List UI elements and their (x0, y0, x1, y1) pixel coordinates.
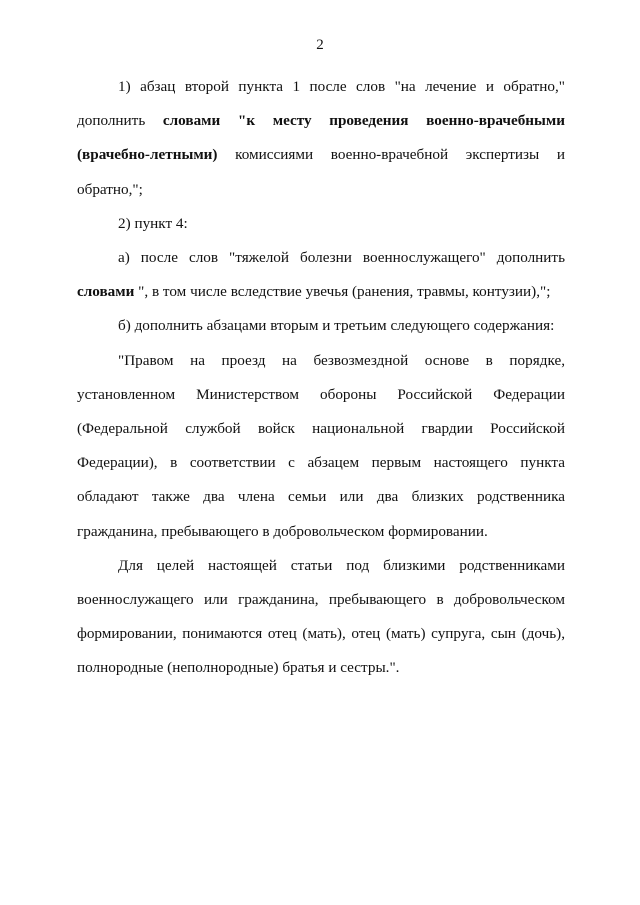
paragraph-amendment-1-text: 1) абзац второй пункта 1 после слов "на лечение и обратно," дополнить (77, 78, 565, 130)
paragraph-amendment-1-emphasis: словами "к месту проведения военно-врачебными (врачебно-летными) (77, 112, 565, 164)
paragraph-amendment-1-tail: комиссиями военно-врачебной экспертизы и обратно,"; (77, 146, 565, 198)
paragraph-quoted-right-to-travel: "Правом на проезд на безвозмездной основе в порядке, установленном Министерством обороны Российской Федерации (Федеральной службой войск национальной гвардии Российской Федерации), в соответствии с абзацем первым настоящего пункта обладают также два члена семьи или два близких родственника гражданина, пребывающего в добровольческом формировании. (77, 351, 565, 540)
paragraph-subitem-a-tail: ", в том числе вследствие увечья (ранения, травмы, контузии),"; (134, 283, 551, 301)
paragraph-item-4: 2) пункт 4: (118, 214, 188, 232)
paragraph-subitem-a (77, 241, 565, 309)
paragraph-amendment-1 (77, 70, 565, 207)
paragraph-subitem-b: б) дополнить абзацами вторым и третьим следующего содержания: (118, 317, 555, 335)
document-body (77, 70, 565, 686)
paragraph-subitem-a-text: а) после слов "тяжелой болезни военнослужащего" дополнить (118, 249, 565, 267)
paragraph-quoted-close-relatives: Для целей настоящей статьи под близкими родственниками военнослужащего или гражданина, пребывающего в добровольческом формировании, понимаются отец (мать), отец (мать) супруга, сын (дочь), полнородные (неполнородные) братья и сестры.". (77, 556, 565, 677)
page-number: 2 (316, 37, 324, 53)
paragraph-subitem-a-emphasis: словами (77, 283, 135, 301)
